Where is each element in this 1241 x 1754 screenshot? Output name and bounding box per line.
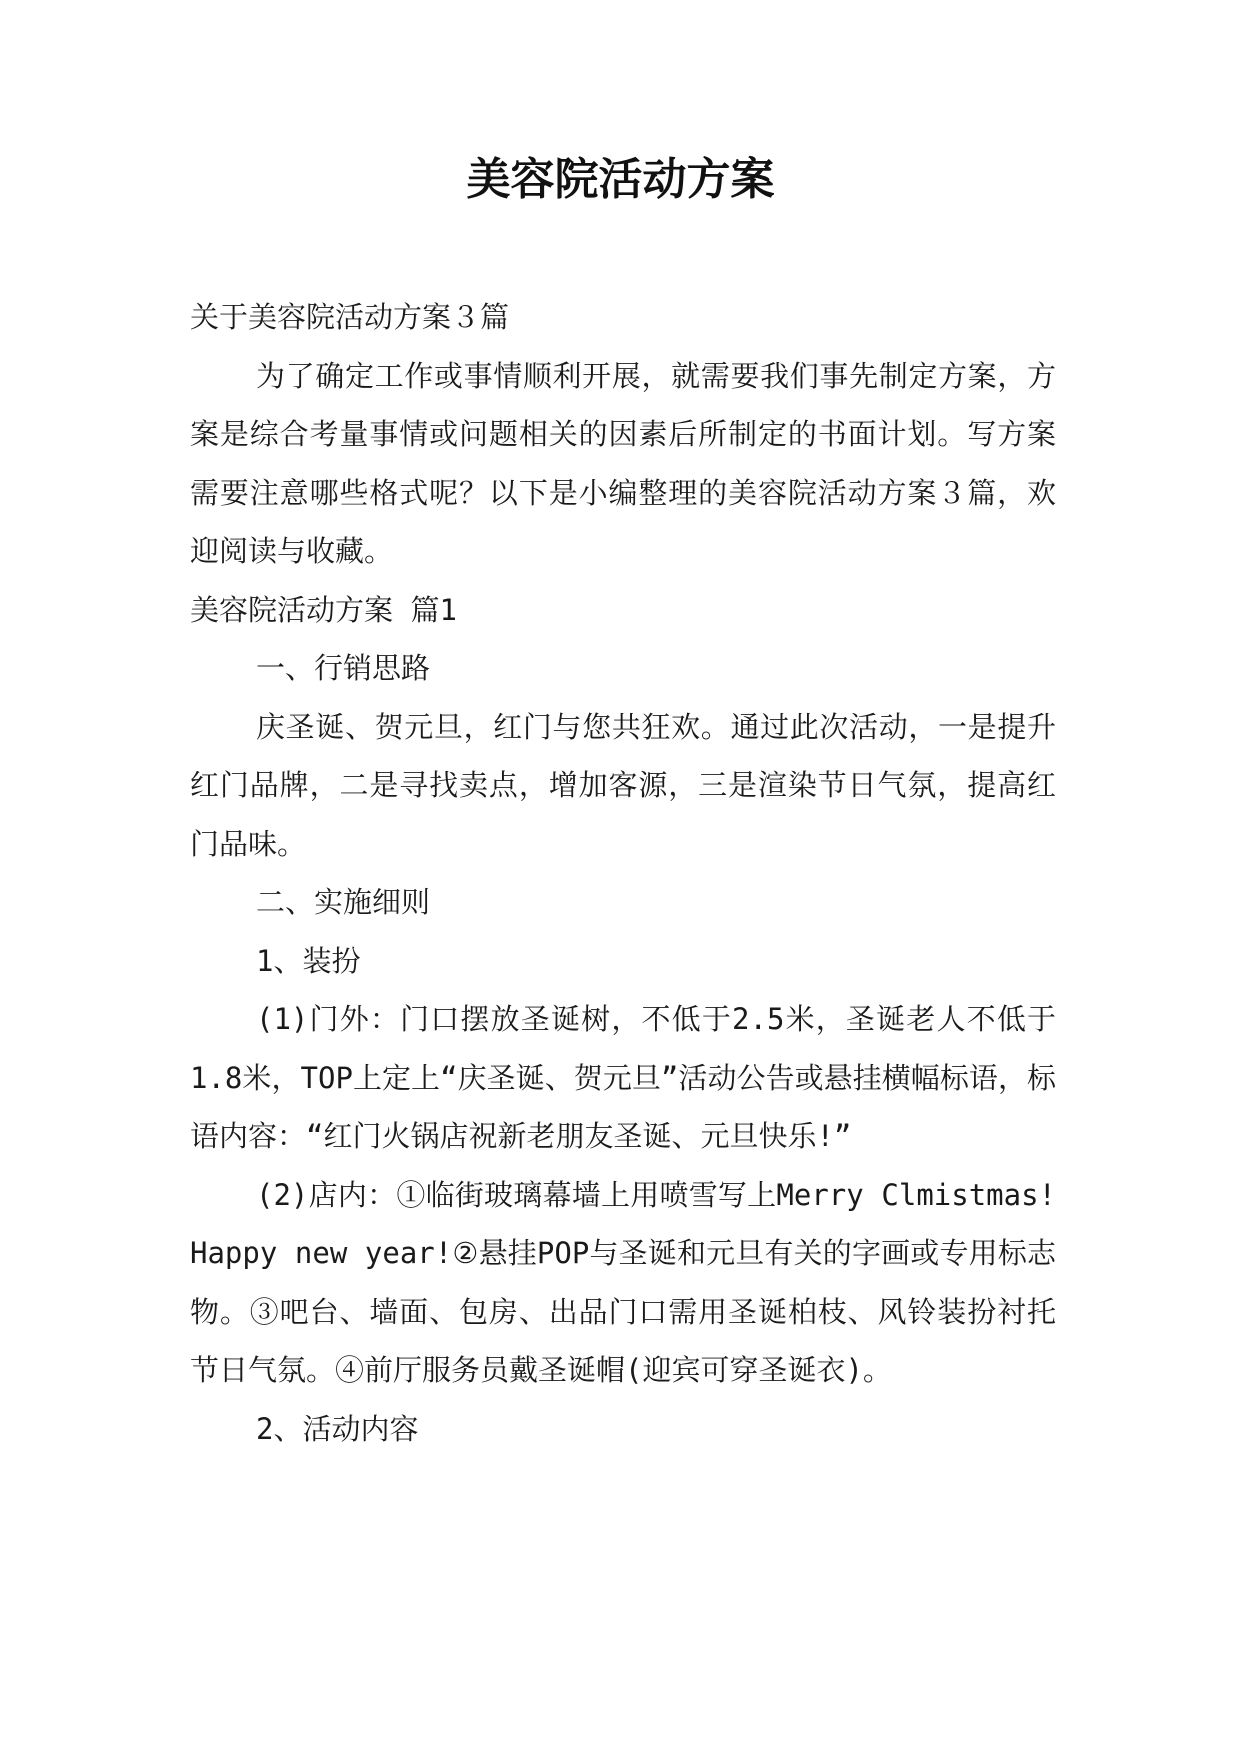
document-title: 美容院活动方案: [466, 154, 775, 205]
subheading-activity-content: 2、活动内容: [256, 1411, 419, 1446]
document-body: [190, 288, 1056, 1458]
paragraph-intro-heading: 关于美容院活动方案３篇: [190, 300, 510, 334]
paragraph-indoor: (2)店内：①临街玻璃幕墙上用喷雪写上Merry Clmistmas!Happy new year!②悬挂POP与圣诞和元旦有关的字画或专用标志物。③吧台、墙面、包房、出品门口需用圣诞柏枝、风铃装扮衬托节日气氛。④前厅服务员戴圣诞帽(迎宾可穿圣诞衣)。: [190, 1177, 1056, 1387]
subheading-decoration: 1、装扮: [256, 943, 361, 978]
paragraph-marketing: 庆圣诞、贺元旦，红门与您共狂欢。通过此次活动，一是提升红门品牌，二是寻找卖点，增加客源，三是渲染节日气氛，提高红门品味。: [190, 709, 1056, 861]
subheading-implementation: 二、实施细则: [256, 885, 431, 919]
paragraph-outdoor: (1)门外：门口摆放圣诞树，不低于2.5米，圣诞老人不低于1.8米，TOP上定上“庆圣诞、贺元旦”活动公告或悬挂横幅标语，标语内容：“红门火锅店祝新老朋友圣诞、元旦快乐!”: [190, 1002, 1056, 1153]
section-heading-plan-1: 美容院活动方案 篇1: [190, 592, 457, 627]
paragraph-intro: 为了确定工作或事情顺利开展，就需要我们事先制定方案，方案是综合考量事情或问题相关的因素后所制定的书面计划。写方案需要注意哪些格式呢？以下是小编整理的美容院活动方案３篇，欢迎阅读与收藏。: [190, 358, 1056, 568]
subheading-marketing: 一、行销思路: [256, 651, 431, 685]
